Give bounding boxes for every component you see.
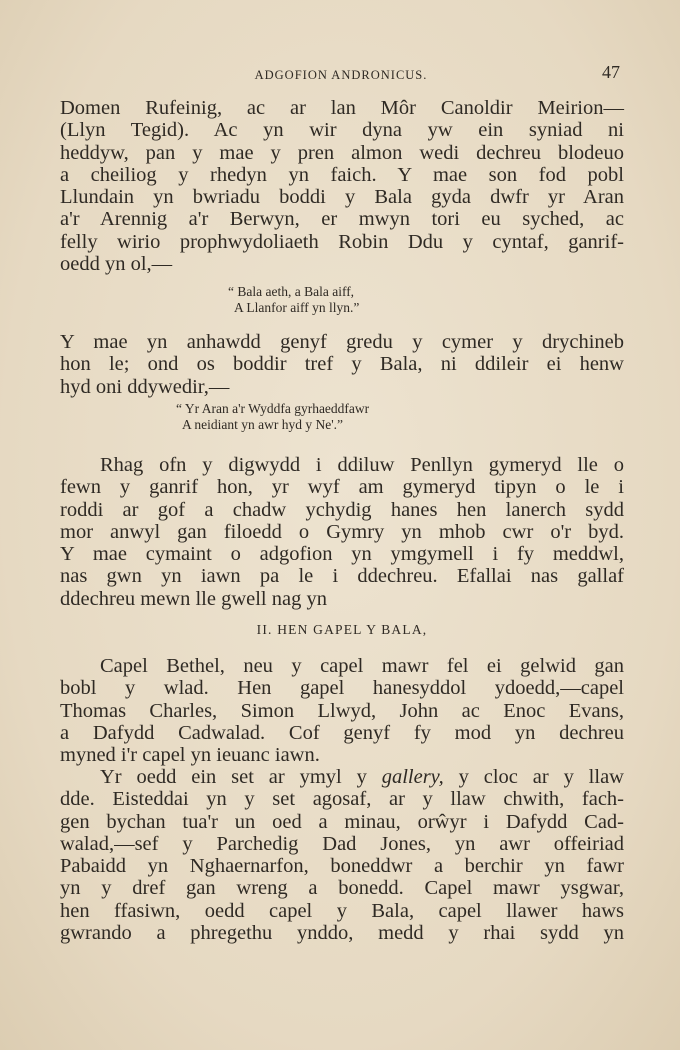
- verse-line: A neidiant yn awr hyd y Ne'.”: [182, 417, 344, 432]
- running-head: [60, 62, 622, 86]
- text-line: Rhag ofn y digwydd i ddiluw Penllyn gymeryd lle o: [100, 454, 624, 476]
- text-line: hon le; ond os boddir tref y Bala, ni ddileir ei henw: [60, 353, 624, 376]
- text-line: Pabaidd yn Nghaernarfon, boneddwr a berchir yn fawr: [60, 855, 624, 878]
- text-line: yn y dref gan wreng a bonedd. Capel mawr ysgwar,: [60, 877, 624, 900]
- text-line: Llundain yn bwriadu boddi y Bala gyda dwfr yr Aran: [60, 186, 624, 209]
- italic-word: gallery,: [381, 766, 444, 788]
- text-line: a cheiliog y rhedyn yn faich. Y mae son fod pobl: [60, 163, 624, 186]
- text-line: bobl y wlad. Hen gapel hanesyddol ydoedd,—capel: [60, 677, 624, 700]
- paragraph-5-lines: [60, 788, 624, 944]
- paragraph-2: [60, 331, 624, 398]
- text-line: a Dafydd Cadwalad. Cof genyf fy mod yn dechreu: [60, 721, 624, 744]
- text-line: walad,—sef y Parchedig Dad Jones, yn awr offeiriad: [60, 832, 624, 855]
- text-line: Y mae cymaint o adgofion yn ymgymell i fy meddwl,: [60, 543, 624, 566]
- text-line: hyd oni ddywedir,—: [60, 375, 230, 398]
- text-line: nas gwn yn iawn pa le i ddechreu. Efallai nas gallaf: [60, 565, 624, 588]
- text-line: myned i'r capel yn ieuanc iawn.: [60, 744, 320, 767]
- text-line: heddyw, pan y mae y pren almon wedi dechreu blodeuo: [60, 141, 624, 164]
- text-line: mor anwyl gan filoedd o Gymry yn mhob cwr o'r byd.: [60, 520, 624, 543]
- text-line: roddi ar gof a chadw ychydig hanes hen lanerch sydd: [60, 498, 624, 521]
- text-line: oedd yn ol,—: [60, 253, 173, 276]
- text-line: Y mae yn anhawdd genyf gredu y cymer y drychineb: [60, 331, 624, 353]
- page-number: 47: [602, 62, 620, 82]
- text-line: ddechreu mewn lle gwell nag yn: [60, 587, 327, 610]
- verse-line: A Llanfor aiff yn llyn.”: [234, 300, 360, 315]
- text-line: Thomas Charles, Simon Llwyd, John ac Enoc Evans,: [60, 699, 624, 722]
- paragraph-1: [60, 97, 624, 275]
- text-line: Domen Rufeinig, ac ar lan Môr Canoldir Meirion—: [60, 97, 624, 119]
- verse-line: “ Yr Aran a'r Wyddfa gyrhaeddfawr: [176, 401, 370, 416]
- verse-line: “ Bala aeth, a Bala aiff,: [228, 284, 355, 299]
- text-line: felly wirio prophwydoliaeth Robin Ddu y cyntaf, ganrif-: [60, 230, 624, 253]
- text-line: [60, 766, 624, 788]
- paragraph-5: [60, 766, 624, 944]
- text-line: Capel Bethel, neu y capel mawr fel ei gelwid gan: [100, 655, 624, 677]
- paragraph-4: [60, 655, 624, 766]
- text-line: a'r Arennig a'r Berwyn, er mwyn tori eu syched, ac: [60, 208, 624, 231]
- text-line: gen bychan tua'r un oed a minau, orŵyr i Dafydd Cad-: [60, 810, 624, 833]
- section-heading: II. HEN GAPEL Y BALA,: [256, 622, 428, 637]
- text-span: Yr oedd ein set ar ymyl y: [100, 766, 382, 788]
- running-title: ADGOFION ANDRONICUS.: [254, 68, 428, 82]
- text-line: gwrando a phregethu ynddo, medd y rhai sydd yn: [60, 922, 624, 945]
- verse-quote-2: [176, 401, 369, 433]
- verse-quote-1: [228, 284, 359, 316]
- text-line: dde. Eisteddai yn y set agosaf, ar y llaw chwith, fach-: [60, 788, 624, 811]
- text-line: hen ffasiwn, oedd capel y Bala, capel llawer haws: [60, 899, 624, 922]
- paragraph-3: [60, 454, 624, 610]
- text-line: (Llyn Tegid). Ac yn wir dyna yw ein syniad ni: [60, 119, 624, 142]
- text-line: fewn y ganrif hon, yr wyf am gymeryd tipyn o le i: [60, 476, 624, 499]
- text-span: y cloc ar y llaw: [443, 766, 624, 788]
